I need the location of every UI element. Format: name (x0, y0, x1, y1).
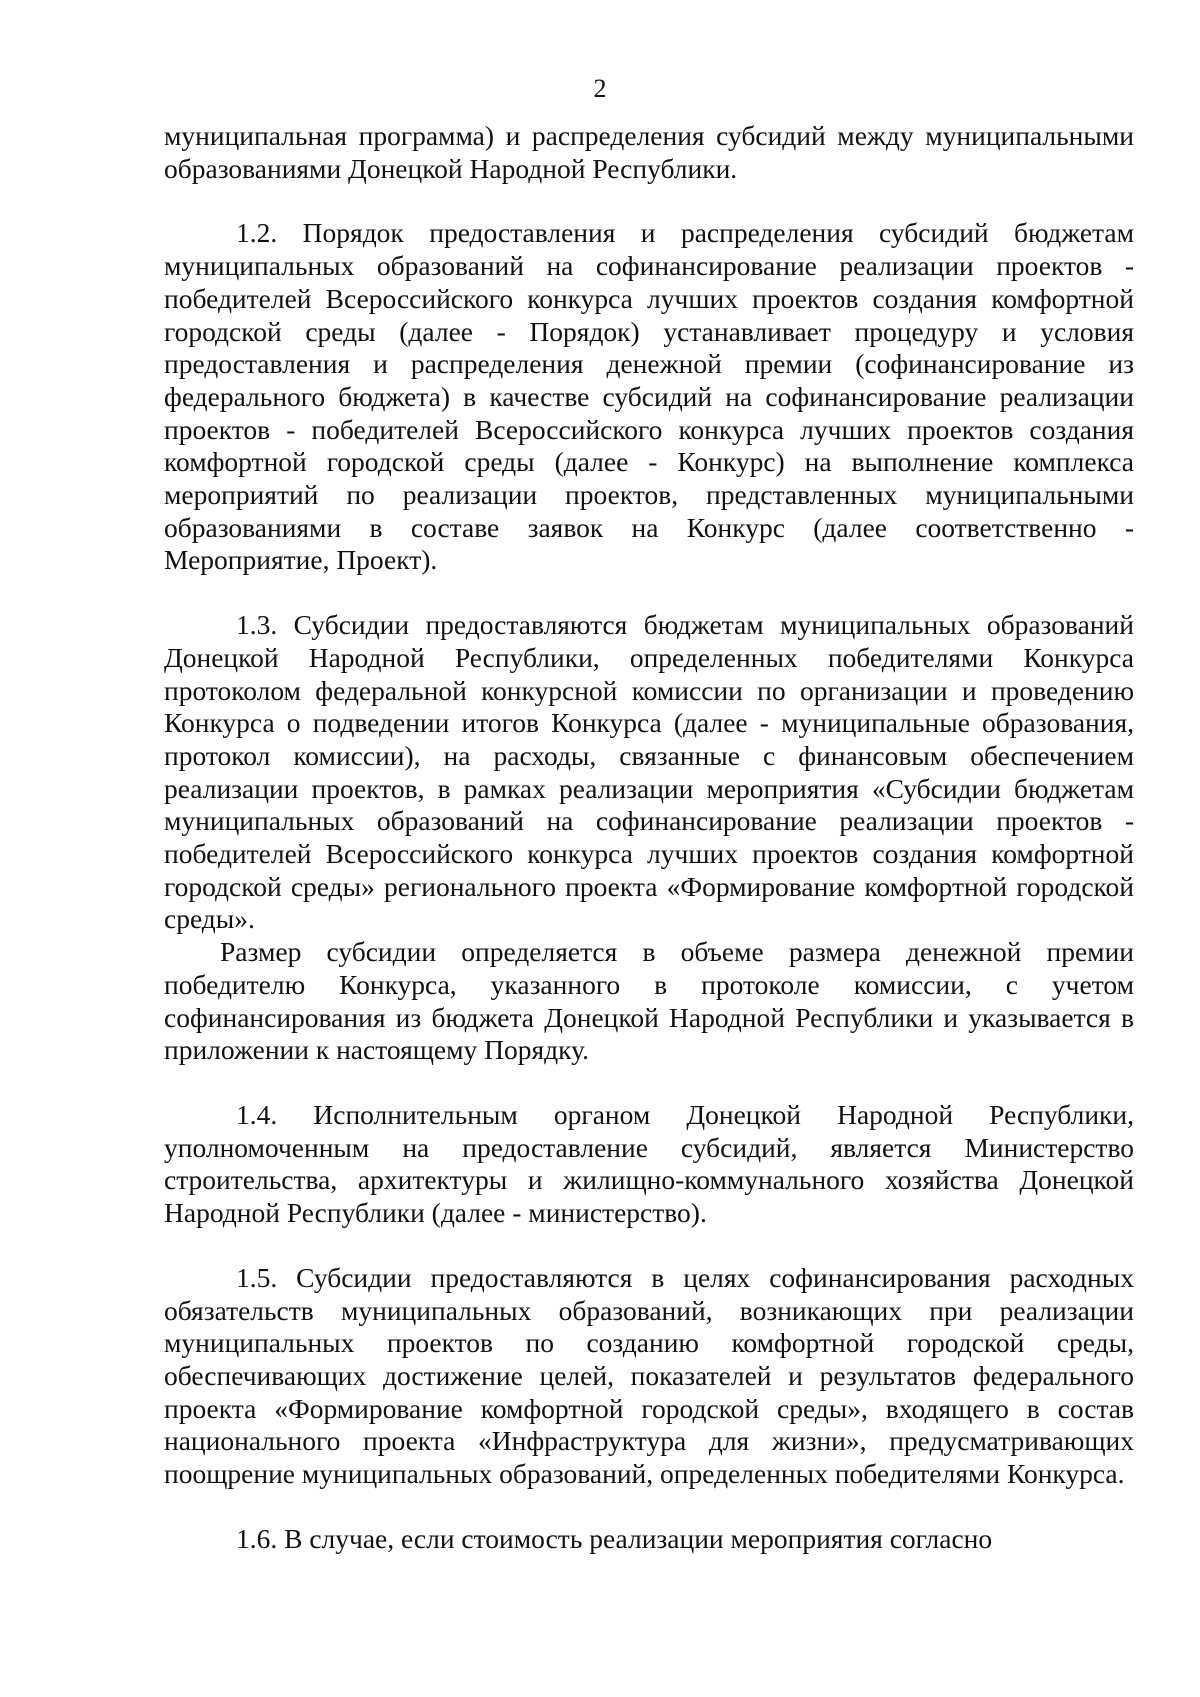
paragraph-subsidy-size: Размер субсидии определяется в объеме размера денежной премии победителю Конкурса, указанного в протоколе комиссии, с учетом софинансирования из бюджета Донецкой Народной Республики и указывается в приложении к настоящему Порядку. (164, 936, 1134, 1066)
paragraph-1-5: 1.5. Субсидии предоставляются в целях софинансирования расходных обязательств муниципальных образований, возникающих при реализации муниципальных проектов по созданию комфортной городской среды, обеспечивающих достижение целей, показателей и результатов федерального проекта «Формирование комфортной городской среды», входящего в состав национального проекта «Инфраструктура для жизни», предусматривающих поощрение муниципальных образований, определенных победителями Конкурса. (164, 1261, 1134, 1490)
paragraph-1-4: 1.4. Исполнительным органом Донецкой Народной Республики, уполномоченным на предоставление субсидий, является Министерство строительства, архитектуры и жилищно-коммунального хозяйства Донецкой Народной Республики (далее - министерство). (164, 1098, 1134, 1229)
paragraph-1-3: 1.3. Субсидии предоставляются бюджетам муниципальных образований Донецкой Народной Республики, определенных победителями Конкурса протоколом федеральной конкурсной комиссии по организации и проведению Конкурса о подведении итогов Конкурса (далее - муниципальные образования, протокол комиссии), на расходы, связанные с финансовым обеспечением реализации проектов, в рамках реализации мероприятия «Субсидии бюджетам муниципальных образований на софинансирование реализации проектов - победителей Всероссийского конкурса лучших проектов создания комфортной городской среды» регионального проекта «Формирование комфортной городской среды». (164, 609, 1134, 935)
page-number: 2 (593, 74, 607, 103)
document-body (164, 120, 1134, 1555)
paragraph-continuation: муниципальная программа) и распределения субсидий между муниципальными образованиями Донецкой Народной Республики. (164, 120, 1134, 184)
paragraph-1-2: 1.2. Порядок предоставления и распределения субсидий бюджетам муниципальных образований на софинансирование реализации проектов - победителей Всероссийского конкурса лучших проектов создания комфортной городской среды (далее - Порядок) устанавливает процедуру и условия предоставления и распределения денежной премии (софинансирование из федерального бюджета) в качестве субсидий на софинансирование реализации проектов - победителей Всероссийского конкурса лучших проектов создания комфортной городской среды (далее - Конкурс) на выполнение комплекса мероприятий по реализации проектов, представленных муниципальными образованиями в составе заявок на Конкурс (далее соответственно - Мероприятие, Проект). (164, 217, 1134, 576)
paragraph-1-6: 1.6. В случае, если стоимость реализации мероприятия согласно (236, 1522, 993, 1554)
